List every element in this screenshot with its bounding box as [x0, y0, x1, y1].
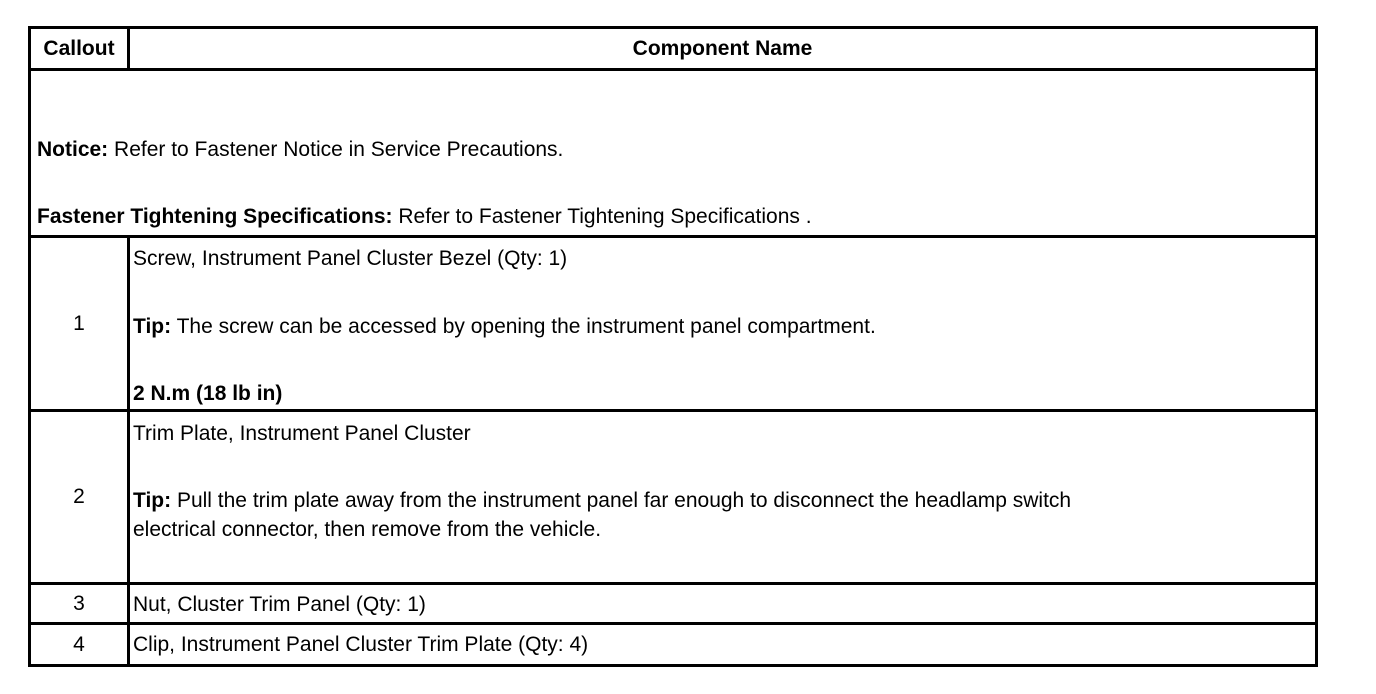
notice-label: Notice: — [37, 138, 109, 161]
tip-label: Tip: — [133, 489, 172, 512]
spec-text: Refer to Fastener Tightening Specifications . — [392, 205, 812, 228]
callout-number: 4 — [31, 625, 130, 664]
component-title: Screw, Instrument Panel Cluster Bezel (Qty: 1) — [133, 247, 568, 270]
fastener-notice — [37, 135, 1309, 164]
callout-header: Callout — [31, 29, 130, 68]
notice-row — [28, 68, 1318, 238]
component-cell — [133, 625, 1309, 664]
tip-label: Tip: — [133, 315, 172, 338]
tip-text-continued: electrical connector, then remove from the vehicle. — [133, 518, 602, 541]
table-row — [28, 622, 1318, 667]
callout-number: 1 — [31, 238, 130, 409]
component-cell — [133, 412, 1309, 582]
table-header-row — [28, 26, 1318, 71]
tip-text: Pull the trim plate away from the instrument panel far enough to disconnect the headlamp switch — [171, 489, 1072, 512]
component-name-header: Component Name — [632, 37, 813, 60]
torque-spec: 2 N.m (18 lb in) — [133, 382, 283, 405]
table-row — [28, 409, 1318, 585]
table-row — [28, 235, 1318, 412]
component-title: Clip, Instrument Panel Cluster Trim Plate (Qty: 4) — [133, 633, 589, 656]
spec-label: Fastener Tightening Specifications: — [37, 205, 393, 228]
tightening-specifications — [37, 202, 1309, 231]
component-tip — [133, 486, 1309, 515]
component-tip — [133, 312, 1309, 341]
component-cell — [133, 585, 1309, 622]
component-title: Trim Plate, Instrument Panel Cluster — [133, 422, 471, 445]
component-title: Nut, Cluster Trim Panel (Qty: 1) — [133, 593, 426, 616]
tip-text: The screw can be accessed by opening the instrument panel compartment. — [171, 315, 876, 338]
callout-number: 3 — [31, 585, 130, 622]
callout-number: 2 — [31, 412, 130, 582]
table-row — [28, 582, 1318, 625]
notice-text: Refer to Fastener Notice in Service Precautions. — [108, 138, 564, 161]
component-cell — [133, 238, 1309, 409]
